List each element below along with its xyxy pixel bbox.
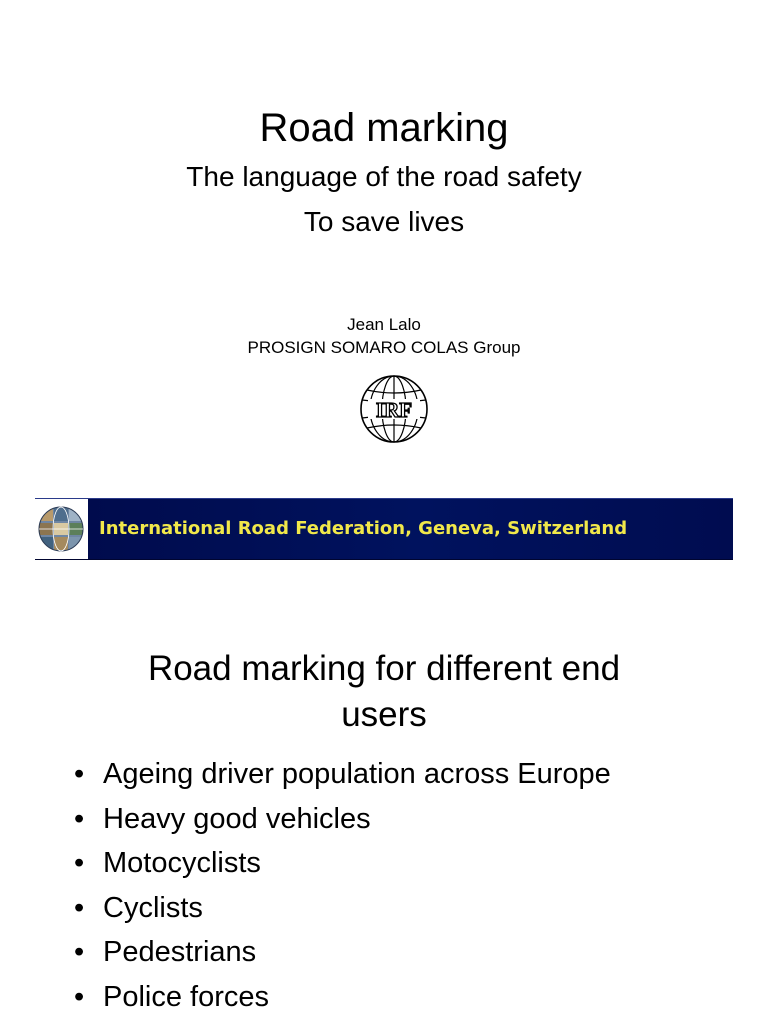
list-item: [74, 841, 611, 886]
bullet-icon: •: [74, 980, 85, 1013]
slide-tagline: To save lives: [303, 206, 465, 237]
bullet-icon: •: [74, 847, 85, 879]
list-item: [74, 930, 611, 975]
globe-photo-icon: [38, 506, 84, 552]
list-item-text: Cyclists: [103, 891, 203, 924]
section-heading-line1: Road marking for different end: [147, 649, 621, 688]
list-item-text: Police forces: [103, 980, 270, 1013]
list-item-text: Pedestrians: [103, 936, 257, 968]
list-item-text: Motocyclists: [103, 847, 261, 879]
list-item-text: Ageing driver population across Europe: [103, 758, 611, 790]
end-users-list: [74, 752, 611, 1019]
bullet-icon: •: [74, 802, 85, 835]
section-heading: [0, 646, 768, 738]
bullet-icon: •: [74, 758, 85, 790]
list-item: [74, 797, 611, 842]
list-item: [74, 886, 611, 931]
bullet-icon: •: [74, 891, 85, 924]
irf-logo-text: IRF: [375, 398, 413, 422]
author-name: Jean Lalo: [347, 315, 421, 334]
bullet-icon: •: [74, 936, 85, 968]
list-item: [74, 975, 611, 1020]
list-item-text: Heavy good vehicles: [103, 802, 371, 835]
slide-title: Road marking: [259, 106, 509, 150]
banner-logo: [35, 499, 88, 559]
irf-globe-logo-icon: [358, 373, 430, 445]
list-item: [74, 752, 611, 797]
banner-text: International Road Federation, Geneva, Switzerland: [99, 518, 628, 539]
section-heading-line2: users: [341, 695, 427, 734]
irf-banner: [35, 498, 733, 560]
author-organization: PROSIGN SOMARO COLAS Group: [247, 338, 521, 357]
slide-subtitle: The language of the road safety: [186, 161, 582, 192]
